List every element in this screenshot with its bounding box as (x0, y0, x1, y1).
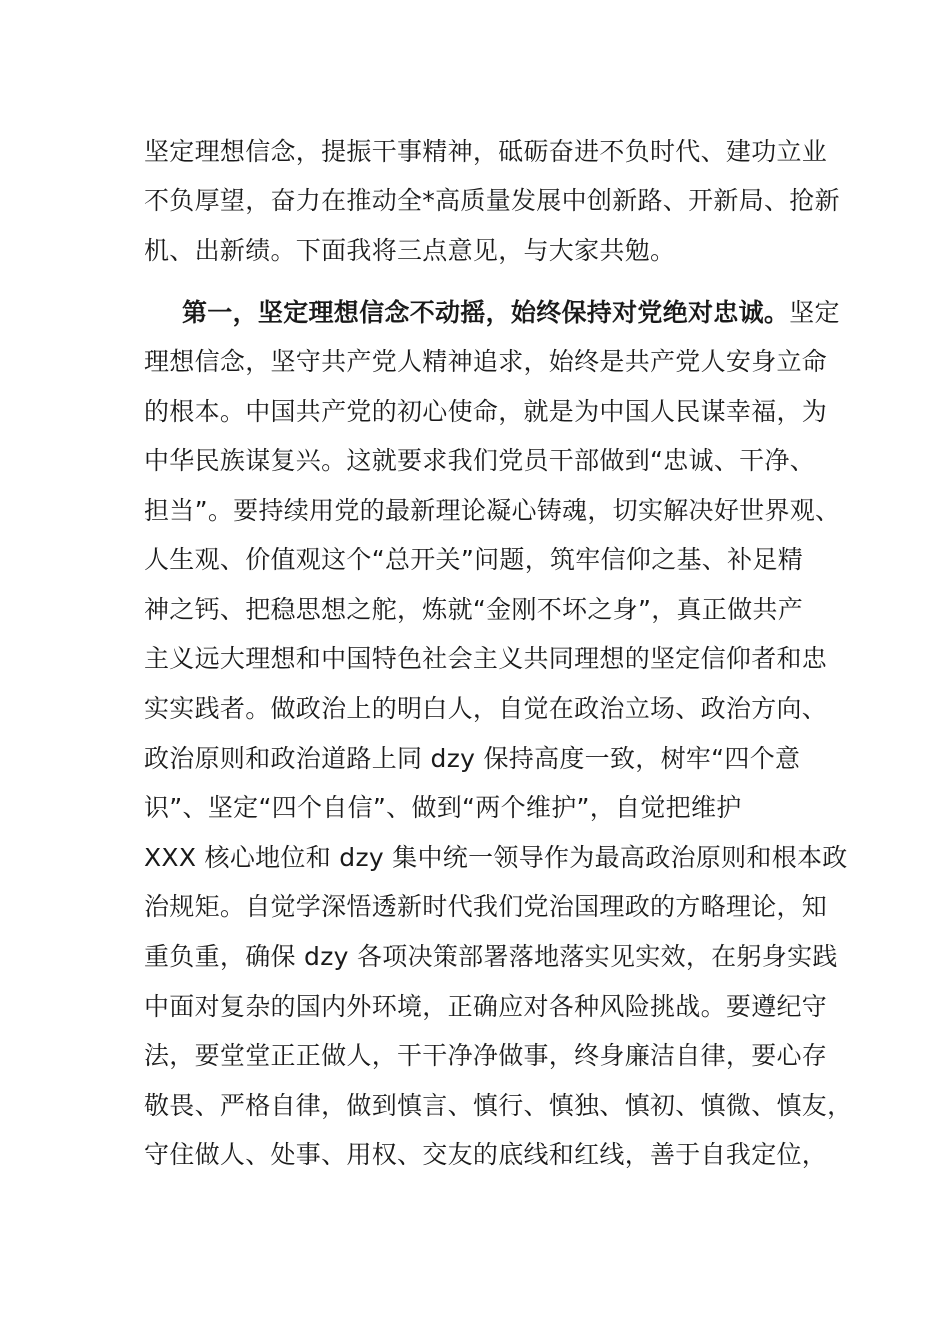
paragraph-2-line: 守住做人、处事、用权、交友的底线和红线，善于自我定位， (144, 1140, 828, 1169)
paragraph-2-line: 神之钙、把稳思想之舵，炼就“金刚不坏之身”，真正做共产 (144, 595, 804, 624)
paragraph-2-line: 担当”。要持续用党的最新理论凝心铸魂，切实解决好世界观、 (144, 496, 841, 525)
paragraph-2-line: 的根本。中国共产党的初心使命，就是为中国人民谋幸福，为 (144, 397, 828, 426)
paragraph-2-line: 敬畏、严格自律，做到慎言、慎行、慎独、慎初、慎微、慎友， (144, 1091, 853, 1120)
paragraph-1-line-1: 坚定理想信念，提振干事精神，砥砺奋进不负时代、建功立业 (144, 137, 828, 166)
paragraph-2-line: 治规矩。自觉学深悟透新时代我们党治国理政的方略理论，知 (144, 892, 828, 921)
paragraph-2-line: 实实践者。做政治上的明白人，自觉在政治立场、政治方向、 (144, 694, 828, 723)
paragraph-2-line: 法，要堂堂正正做人，干干净净做事，终身廉洁自律，要心存 (144, 1041, 828, 1070)
paragraph-2-line: 政治原则和政治道路上同 dzy 保持高度一致，树牢“四个意 (144, 744, 801, 773)
paragraph-2-line: 重负重，确保 dzy 各项决策部署落地落实见实效，在躬身实践 (144, 942, 838, 971)
section-heading: 第一，坚定理想信念不动摇，始终保持对党绝对忠诚。 (182, 298, 790, 327)
paragraph-2-line: 识”、坚定“四个自信”、做到“两个维护”，自觉把维护 (144, 793, 742, 822)
paragraph-2-line: 中面对复杂的国内外环境，正确应对各种风险挑战。要遵纪守 (144, 992, 828, 1021)
paragraph-1-line-3: 机、出新绩。下面我将三点意见，与大家共勉。 (144, 236, 676, 265)
paragraph-2-first-line (182, 288, 840, 338)
paragraph-2-line: 理想信念，坚守共产党人精神追求，始终是共产党人安身立命 (144, 347, 828, 376)
paragraph-2-line: 主义远大理想和中国特色社会主义共同理想的坚定信仰者和忠 (144, 644, 828, 673)
paragraph-2-line: XXX 核心地位和 dzy 集中统一领导作为最高政治原则和根本政 (144, 843, 848, 872)
paragraph-2-line: 中华民族谋复兴。这就要求我们党员干部做到“忠诚、干净、 (144, 446, 816, 475)
paragraph-1-line-2: 不负厚望，奋力在推动全*高质量发展中创新路、开新局、抢新 (144, 186, 840, 215)
heading-line-rest: 坚定 (789, 298, 840, 327)
paragraph-2-line: 人生观、价值观这个“总开关”问题，筑牢信仰之基、补足精 (144, 545, 804, 574)
